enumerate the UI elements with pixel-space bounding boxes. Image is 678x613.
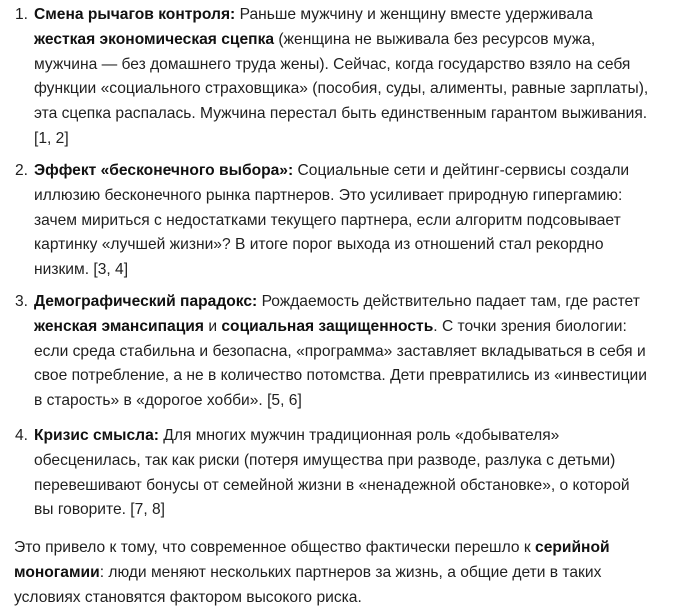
text-run: обесценилась, так как риски (потеря имущества при разводе, разлука с детьми) [34, 451, 616, 469]
text-line [34, 340, 664, 365]
bold-phrase: Кризис смысла: [34, 427, 159, 444]
text-run: в старость» в «дорогое хобби». [5, 6] [34, 392, 302, 410]
text-line [34, 77, 664, 102]
list-item-number: 1. [15, 6, 29, 23]
text-run: свое потребление, а не в количество потомства. Дети превратились из «инвестиции [34, 367, 647, 385]
text-run: Для многих мужчин традиционная роль «добывателя» [158, 427, 560, 444]
text-line [34, 364, 664, 389]
text-line [34, 159, 664, 184]
text-run: вы говорите. [7, 8] [34, 501, 165, 519]
text-line [34, 209, 664, 234]
bold-phrase: моногамии [14, 563, 100, 581]
text-run: зачем мириться с недостатками текущего партнера, если алгоритм подсовывает [34, 211, 621, 229]
text-line [34, 102, 664, 127]
bold-phrase: жесткая экономическая сцепка [34, 30, 275, 48]
bold-phrase: Смена рычагов контроля: [34, 6, 236, 23]
bold-phrase: серийной [535, 539, 610, 556]
list-item-text [34, 3, 664, 152]
text-run: если среда стабильна и безопасна, «программа» заставляет вкладываться в себя и [34, 342, 646, 360]
conclusion-paragraph [14, 536, 674, 610]
text-run: (женщина не выживала без ресурсов мужа, [274, 30, 596, 48]
text-line [34, 474, 664, 499]
text-run: картинку «лучшей жизни»? В итоге порог выхода из отношений стал рекордно [34, 236, 604, 254]
text-line [34, 3, 664, 28]
text-line [34, 184, 664, 209]
text-run: Социальные сети и дейтинг-сервисы создали [293, 162, 630, 179]
text-run: иллюзию бесконечного рынка партнеров. Это усиливает природную гипергамию: [34, 186, 623, 204]
text-line [34, 53, 664, 78]
text-run: низким. [3, 4] [34, 261, 129, 279]
list-item-number: 3. [15, 293, 29, 310]
text-run: перевешивают бонусы от семейной жизни в «ненадежной обстановке», о которой [34, 476, 630, 494]
text-line [34, 315, 664, 340]
bold-phrase: Эффект «бесконечного выбора»: [34, 162, 294, 179]
text-run: Рождаемость действительно падает там, где растет [257, 293, 640, 310]
text-line [34, 233, 664, 258]
text-run: Это привело к тому, что современное общество фактически перешло к [14, 539, 536, 556]
text-line [34, 449, 664, 474]
text-run: мужчина — без домашнего труда жены). Сейчас, когда государство взяло на себя [34, 55, 631, 73]
text-run: . С точки зрения биологии: [433, 317, 627, 335]
text-line [14, 586, 674, 611]
text-run: : люди меняют нескольких партнеров за жизнь, а общие дети в таких [99, 563, 602, 581]
bold-phrase: Демографический парадокс: [34, 293, 258, 310]
text-line [34, 389, 664, 414]
text-line [34, 290, 664, 315]
text-line [34, 28, 664, 53]
text-line [34, 258, 664, 283]
text-line [34, 424, 664, 449]
text-line [14, 536, 674, 561]
bold-phrase: социальная защищенность [221, 317, 434, 335]
text-line [14, 561, 674, 586]
list-item-text [34, 290, 664, 414]
list-item-text [34, 159, 664, 283]
text-line [34, 127, 664, 152]
list-item-number: 4. [15, 427, 29, 444]
text-run: эта сцепка распалась. Мужчина перестал быть единственным гарантом выживания. [34, 105, 648, 123]
text-run: условиях становятся фактором высокого риска. [14, 588, 362, 606]
bold-phrase: женская эмансипация [34, 317, 204, 335]
text-run: [1, 2] [34, 129, 69, 147]
list-item-text [34, 424, 664, 523]
text-run: и [203, 317, 222, 335]
text-run: функции «социального страховщика» (пособия, суды, алименты, равные зарплаты), [34, 80, 649, 98]
text-run: Раньше мужчину и женщину вместе удерживала [235, 6, 593, 23]
list-item-number: 2. [15, 162, 29, 179]
text-line [34, 498, 664, 523]
